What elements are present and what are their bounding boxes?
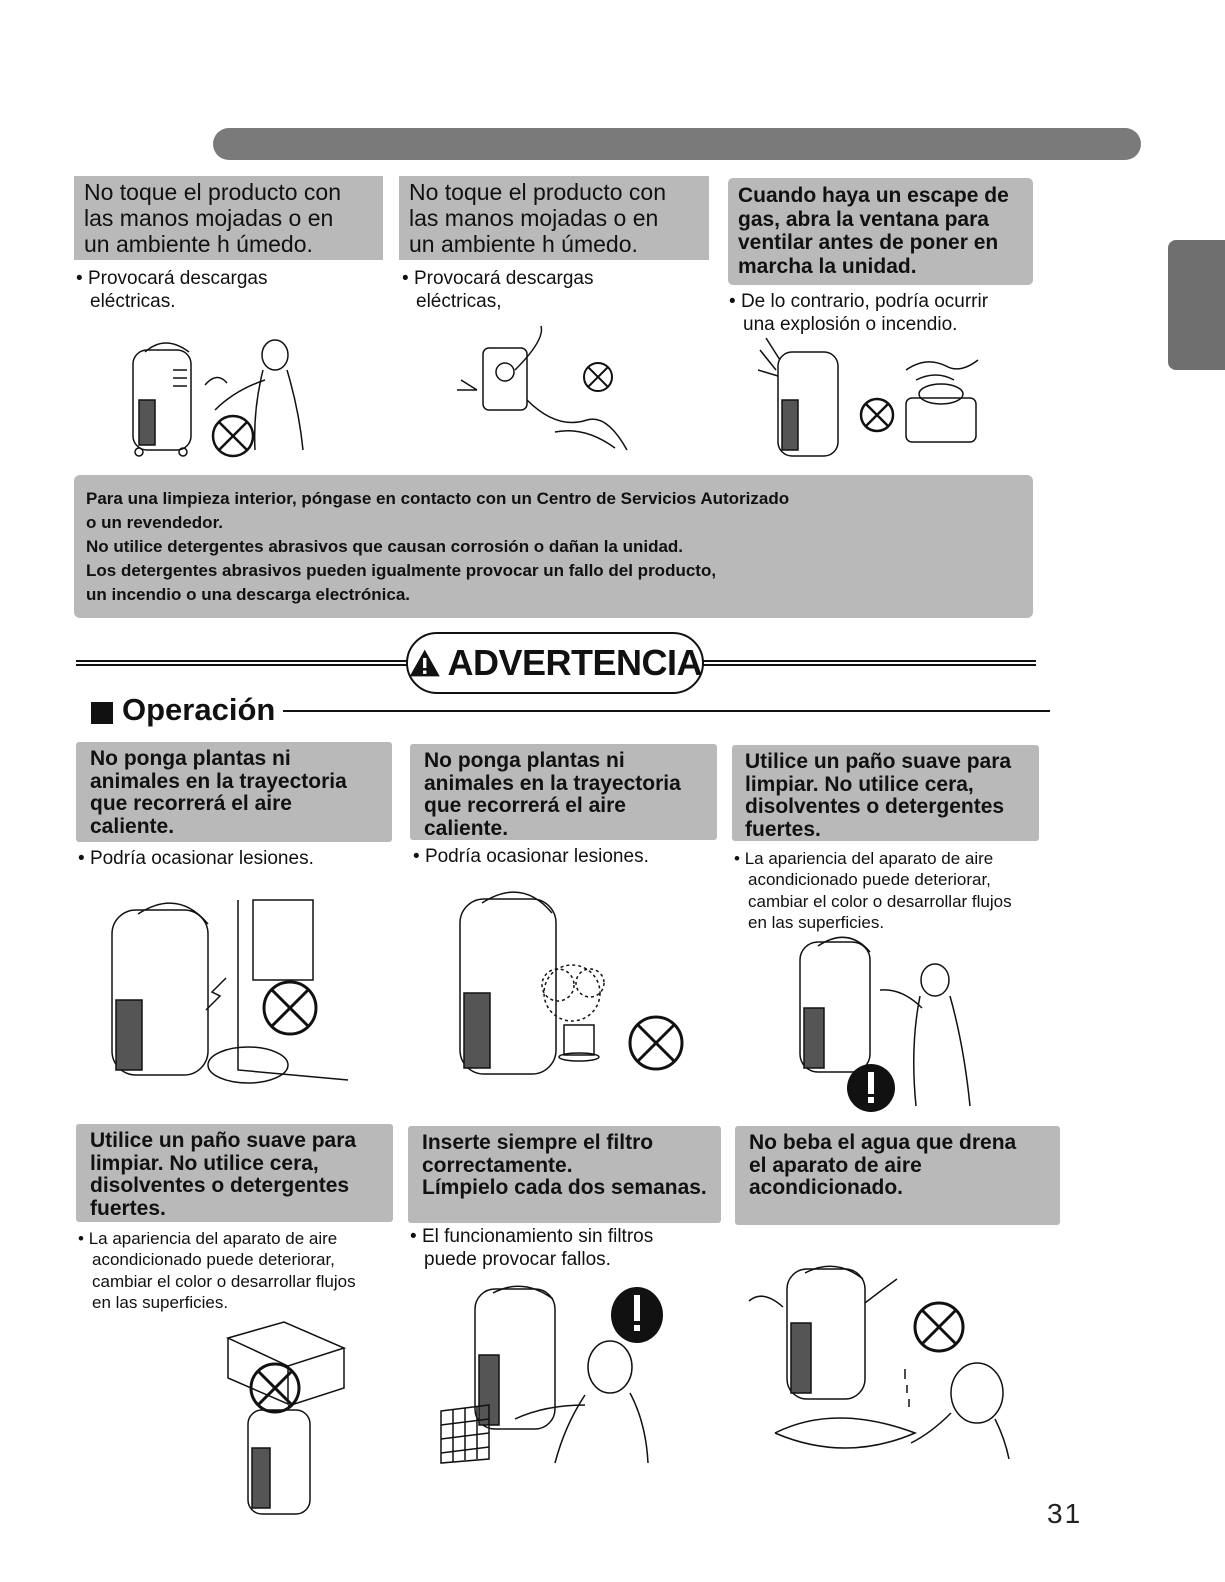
desc-line: Provocará descargas [87,268,268,289]
desc-line: en las superficies. [748,912,885,932]
desc-line: Provocará descargas [413,268,594,289]
heading-line: Inserte siempre el filtro [422,1131,654,1154]
warning-heading-soft-cloth [732,745,1039,841]
caution-heading-wet-hands [74,176,383,260]
heading-line: No toque el producto con [409,179,667,205]
desc-line: La apariencia del aparato de aire [744,849,994,868]
heading-line: limpiar. No utilice cera, [90,1151,319,1175]
warning-heading-soft-cloth-2 [76,1124,393,1222]
note-line: Los detergentes abrasivos pueden igualmente provocar un fallo del producto, [86,561,717,580]
illustration-plant [452,893,692,1083]
heading-line: que recorrerá el aire [90,792,292,816]
heading-line: No beba el agua que drena [749,1131,1017,1154]
desc-line: Podría ocasionar lesiones. [89,848,314,869]
heading-line: fuertes. [90,1197,166,1221]
desc-line: eléctricas, [416,290,502,312]
heading-line: un ambiente h úmedo. [84,230,313,257]
warning-heading-filter [408,1126,721,1223]
heading-line: acondicionado. [749,1176,904,1200]
desc-line: en las superficies. [92,1292,229,1312]
caution-description: • Provocará descargas eléctricas, [402,268,594,312]
section-bullet-icon [91,702,113,724]
illustration-plug [455,320,645,460]
heading-line: animales en la trayectoria [90,769,347,793]
heading-line: gas, abra la ventana para [738,207,989,231]
note-line: No utilice detergentes abrasivos que causan corrosión o dañan la unidad. [86,537,684,556]
page-number: 31 [1047,1498,1083,1529]
warning-description: • La apariencia del aparato de aire acondicionado puede deteriorar, cambiar el color o desarrollar flujos en las superficies. [734,849,1012,932]
warning-banner [406,632,704,694]
warning-description: • La apariencia del aparato de aire acondicionado puede deteriorar, cambiar el color o desarrollar flujos en las superficies. [78,1229,356,1312]
warning-description: • Podría ocasionar lesiones. [413,846,649,867]
illustration-animal [98,890,353,1085]
desc-line: una explosión o incendio. [743,313,958,335]
heading-line: correctamente. [422,1153,573,1177]
warning-rule-left [76,660,408,666]
illustration-drain-water [745,1263,1015,1468]
warning-description: • Podría ocasionar lesiones. [78,848,314,869]
desc-line: De lo contrario, podría ocurrir [740,291,989,312]
warning-heading-plants-animals-2 [410,744,717,840]
desc-line: eléctricas. [90,290,176,312]
heading-line: caliente. [90,815,175,839]
heading-line: animales en la trayectoria [424,771,681,795]
section-tab [1168,240,1225,370]
desc-line: Podría ocasionar lesiones. [424,846,649,867]
warning-rule-right [702,660,1036,666]
desc-line: cambiar el color o desarrollar flujos [748,891,1012,911]
warning-label: ADVERTENCIA [447,642,702,683]
section-title: Operación [122,692,276,727]
heading-line: disolventes o detergentes [745,795,1005,819]
warning-heading-drain-water [735,1126,1060,1225]
heading-line: marcha la unidad. [738,254,917,278]
section-rule [283,710,1050,712]
heading-line: No ponga plantas ni [90,747,291,770]
heading-line: limpiar. No utilice cera, [745,772,974,796]
illustration-cleaning [790,938,980,1116]
illustration-box-on-unit [222,1318,352,1518]
desc-line: puede provocar fallos. [424,1248,611,1270]
heading-line: Cuando haya un escape de [738,184,1009,207]
heading-line: que recorrerá el aire [424,794,626,818]
heading-line: Utilice un paño suave para [745,750,1012,773]
caution-heading-gas-leak [728,178,1033,285]
illustration-gas-leak [756,330,991,465]
note-line: Para una limpieza interior, póngase en contacto con un Centro de Servicios Autorizado [86,489,790,508]
heading-line: disolventes o detergentes [90,1174,350,1198]
note-line: o un revendedor. [86,513,223,532]
desc-line: cambiar el color o desarrollar flujos [92,1271,356,1291]
desc-line: acondicionado puede deteriorar, [92,1250,335,1270]
heading-line: Utilice un paño suave para [90,1129,357,1152]
warning-heading-plants-animals [76,742,392,842]
heading-line: un ambiente h úmedo. [409,230,638,257]
desc-line: El funcionamiento sin filtros [421,1226,654,1247]
caution-description: • Provocará descargas eléctricas. [76,268,268,312]
heading-line: fuertes. [745,818,821,842]
illustration-wet-hands [125,330,335,460]
heading-line: las manos mojadas o en [84,204,334,231]
heading-line: No toque el producto con [84,179,342,205]
heading-line: las manos mojadas o en [409,204,659,231]
note-line: un incendio o una descarga electrónica. [86,585,411,604]
caution-description: • De lo contrario, podría ocurrir una explosión o incendio. [729,291,989,335]
interior-cleaning-note [74,475,1033,618]
heading-line: ventilar antes de poner en [738,231,999,255]
warning-description: • El funcionamiento sin filtros puede provocar fallos. [410,1226,654,1270]
illustration-filter [435,1285,670,1465]
caution-heading-wet-hands-plug [399,176,709,260]
desc-line: La apariencia del aparato de aire [88,1229,338,1248]
desc-line: acondicionado puede deteriorar, [748,870,991,890]
heading-line: caliente. [424,817,509,841]
heading-line: No ponga plantas ni [424,749,625,772]
heading-line: el aparato de aire [749,1153,922,1177]
warning-triangle-icon [408,645,441,681]
header-bar [213,128,1141,160]
heading-line: Límpielo cada dos semanas. [422,1176,707,1200]
